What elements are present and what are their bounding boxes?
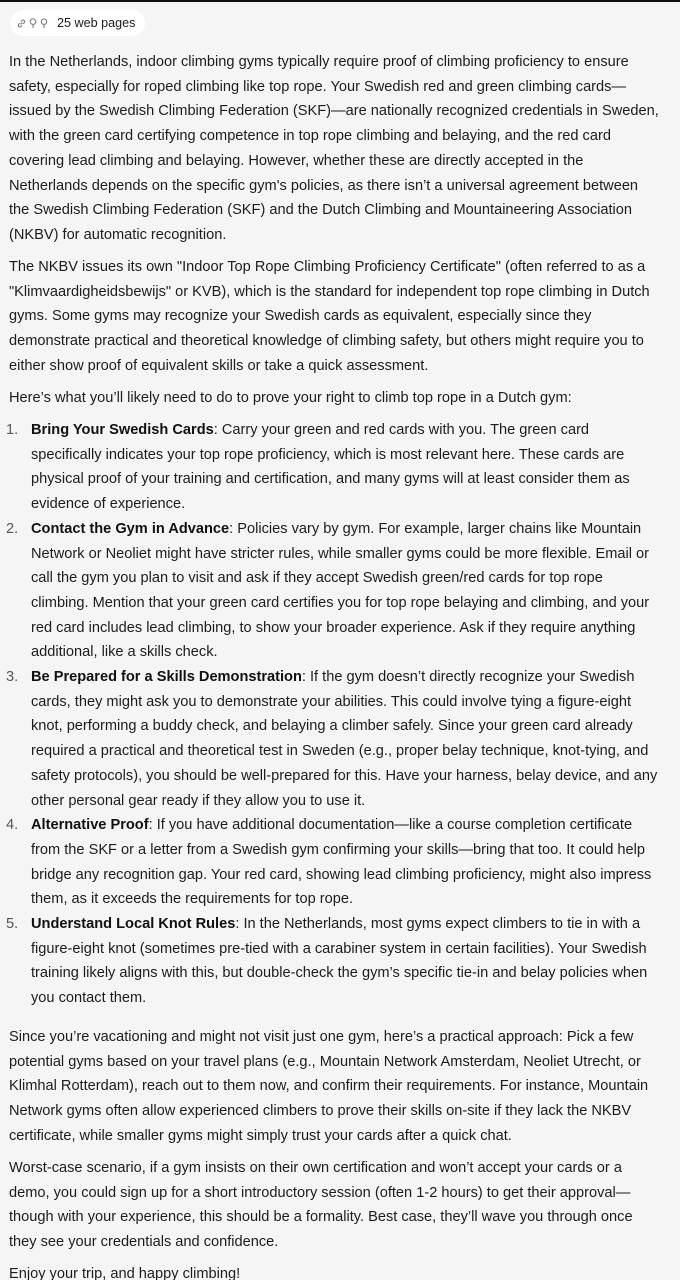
list-number: 3. [6, 669, 19, 686]
paragraph: The NKBV issues its own "Indoor Top Rope Climbing Proficiency Certificate" (often referred to as a "Klimvaardigheidsbewijs" or KVB), which is the standard for independent top rope climbing in Dutch gyms. Some gyms may recognize your Swedish cards as equivalent, especially since they demonstrate practical and theoretical knowledge of climbing safety, but others might require you to either show proof of equivalent skills or take a quick assessment. [9, 259, 650, 374]
list-item [6, 418, 661, 517]
list-number: 4. [6, 817, 19, 834]
list-item-title: Alternative Proof [31, 817, 149, 834]
list-item-title: Be Prepared for a Skills Demonstration [31, 669, 302, 686]
sources-button[interactable] [10, 10, 145, 36]
list-item-text: : Policies vary by gym. For example, larger chains like Mountain Network or Neoliet might have stricter rules, while smaller gyms could be more flexible. Email or call the gym you plan to visit and ask if they accept Swedish green/red cards for top rope climbing. Mention that your green card certifies you for top rope belaying and climbing, and your red card includes lead climbing, to show your broader experience. Ask if they require anything additional, like a skills check. [31, 520, 650, 661]
list-item-text: : If the gym doesn’t directly recognize your Swedish cards, they might ask you to demonstrate your abilities. This could involve tying a figure-eight knot, performing a buddy check, and belaying a climber safely. Since your green card already required a practical and theoretical test in Sweden (e.g., proper belay technique, knot-tying, and safety protocols), you should be well-prepared for this. Have your harness, belay device, and any other personal gear ready if they allow you to use it. [31, 669, 658, 809]
steps-list [6, 418, 661, 1011]
list-item-title: Contact the Gym in Advance [31, 520, 230, 537]
source-favicons [16, 18, 49, 29]
list-number: 1. [6, 422, 19, 439]
list-item-text: : In the Netherlands, most gyms expect climbers to tie in with a figure-eight knot (sometimes pre-tied with a carabiner system in certain facilities). Your Swedish training likely aligns with this, but double-check the gym’s specific tie-in and belay policies when you contact them. [31, 916, 648, 1007]
list-item [6, 517, 661, 665]
paragraph: In the Netherlands, indoor climbing gyms typically require proof of climbing proficiency to ensure safety, especially for roped climbing like top rope. Your Swedish red and green climbing cards—issued by the Swedish Climbing Federation (SKF)—are nationally recognized credentials in Sweden, with the green card certifying competence in top rope climbing and belaying, and the red card covering lead climbing and belaying. However, whether these are directly accepted in the Netherlands depends on the specific gym's policies, as there isn’t a universal agreement between the Swedish Climbing Federation (SKF) and the Dutch Climbing and Mountaineering Association (NKBV) for automatic recognition. [9, 54, 659, 243]
response-body [6, 50, 661, 1280]
list-number: 5. [6, 916, 19, 933]
closing-line: Enjoy your trip, and happy climbing! [9, 1266, 241, 1280]
list-number: 2. [6, 520, 19, 537]
list-item [6, 665, 661, 813]
paragraph: Worst-case scenario, if a gym insists on their own certification and won’t accept your cards or a demo, you could sign up for a short introductory session (often 1-2 hours) to get their approval—though with your experience, this should be a formality. Best case, they’ll wave you through once they see your credentials and confidence. [9, 1159, 633, 1250]
list-item [6, 912, 661, 1011]
link-icon [16, 18, 27, 29]
list-item-text: : Carry your green and red cards with you. The green card specifically indicates your top rope proficiency, which is most relevant here. These cards are physical proof of your training and certification, and many gyms will at least consider them as evidence of experience. [31, 422, 630, 513]
paragraph: Since you’re vacationing and might not visit just one gym, here’s a practical approach: Pick a few potential gyms based on your travel plans (e.g., Mountain Network Amsterdam, Neoliet Utrecht, or Klimhal Rotterdam), reach out to them now, and confirm their requirements. For instance, Mountain Network gyms often allow experienced climbers to prove their skills on-site if they lack the NKBV certificate, while smaller gyms might simply trust your cards after a quick chat. [9, 1028, 649, 1144]
sources-label: 25 web pages [57, 16, 136, 30]
list-item-text: : If you have additional documentation—like a course completion certificate from the SKF or a letter from a Swedish gym confirming your skills—bring that too. It could help bridge any recognition gap. Your red card, showing lead climbing proficiency, might also impress them, as it exceeds the requirements for top rope. [31, 817, 652, 908]
paragraph: Here’s what you’ll likely need to do to prove your right to climb top rope in a Dutch gym: [9, 389, 572, 406]
web-page-icon [39, 18, 49, 29]
list-item [6, 813, 661, 912]
list-item-title: Understand Local Knot Rules [31, 916, 236, 933]
web-page-icon [28, 18, 38, 29]
top-border [0, 0, 680, 2]
list-item-title: Bring Your Swedish Cards [31, 422, 214, 439]
